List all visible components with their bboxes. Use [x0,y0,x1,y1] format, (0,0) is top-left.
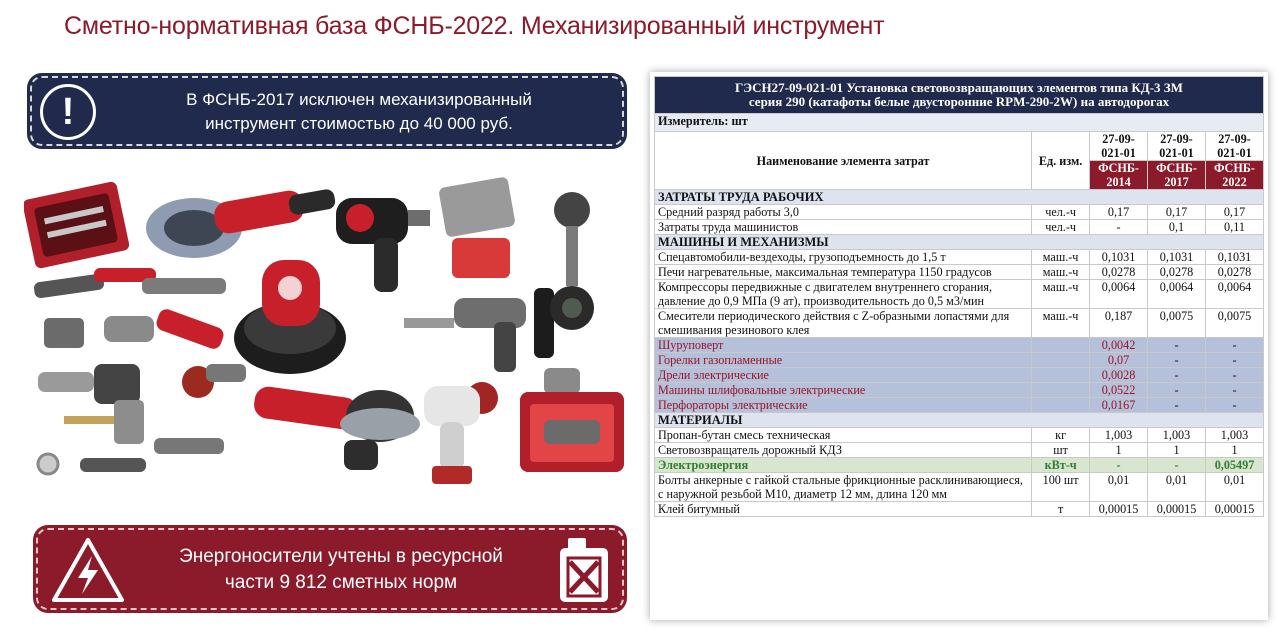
value-cell-2014: - [1090,458,1148,473]
unit-cell: маш.-ч [1032,280,1090,309]
cost-element-name: Смесители периодического действия с Z-образными лопастями для смешивания резинового клея [655,309,1032,338]
cost-element-name: Клей битумный [655,502,1032,517]
unit-cell [1032,398,1090,413]
cost-element-name: Средний разряд работы 3,0 [655,205,1032,220]
unit-cell: чел.-ч [1032,220,1090,235]
value-cell-2014: 0,0042 [1090,338,1148,353]
value-cell-2014: - [1090,220,1148,235]
unit-cell [1032,383,1090,398]
unit-cell: кВт-ч [1032,458,1090,473]
unit-cell: 100 шт [1032,473,1090,502]
excluded-tool-row [655,368,1264,383]
value-cell-2022: 0,0278 [1205,265,1263,280]
value-cell-2017: 0,01 [1148,473,1206,502]
unit-cell [1032,368,1090,383]
table-row [655,443,1264,458]
air-tools-left-icon [33,268,246,474]
code-b: 021-01 [1217,146,1252,160]
resource-table-body [655,190,1264,517]
cost-element-name: Машины шлифовальные электрические [655,383,1032,398]
cost-element-name: Спецавтомобили-вездеходы, грузоподъемность до 1,5 т [655,250,1032,265]
excluded-tool-row [655,353,1264,368]
value-cell-2014: 0,01 [1090,473,1148,502]
value-cell-2014: 0,17 [1090,205,1148,220]
col-code-2022 [1205,132,1263,161]
section-row [655,413,1264,428]
value-cell-2022: 0,17 [1205,205,1263,220]
unit-cell: маш.-ч [1032,309,1090,338]
measure-unit: Измеритель: шт [655,114,1264,132]
value-cell-2014: 0,187 [1090,309,1148,338]
exclamation-icon: ! [40,84,96,140]
energy-line-2: части 9 812 сметных норм [224,572,458,593]
cost-element-name: Перфораторы электрические [655,398,1032,413]
high-voltage-icon [52,536,124,604]
value-cell-2017: - [1148,353,1206,368]
value-cell-2022: 1 [1205,443,1263,458]
value-cell-2014: 0,00015 [1090,502,1148,517]
value-cell-2017: - [1148,398,1206,413]
value-cell-2017: 0,1031 [1148,250,1206,265]
value-cell-2014: 1,003 [1090,428,1148,443]
value-cell-2022: 0,05497 [1205,458,1263,473]
table-row [655,220,1264,235]
cost-element-name: Компрессоры передвижные с двигателем внутреннего сгорания, давление до 0,9 МПа (9 ат), производительность до 0,5 м3/мин [655,280,1032,309]
energy-box [36,528,624,610]
orbital-sander-icon [234,260,346,374]
value-cell-2017: 0,0075 [1148,309,1206,338]
section-title: ЗАТРАТЫ ТРУДА РАБОЧИХ [655,190,1264,205]
col-code-2014 [1090,132,1148,161]
resource-table [654,76,1264,517]
cost-element-name: Световозвращатель дорожный КДЗ [655,443,1032,458]
table-row [655,265,1264,280]
value-cell-2022: - [1205,338,1263,353]
table-row [655,280,1264,309]
notice-line-2: инструмент стоимостью до 40 000 руб. [205,114,513,133]
cost-element-name: Горелки газопламенные [655,353,1032,368]
value-cell-2022: - [1205,383,1263,398]
unit-cell: маш.-ч [1032,265,1090,280]
value-cell-2017: - [1148,368,1206,383]
version-b: 2017 [1164,175,1189,189]
value-cell-2022: 0,00015 [1205,502,1263,517]
value-cell-2014: 1 [1090,443,1148,458]
value-cell-2017: 0,0064 [1148,280,1206,309]
energy-text [134,544,548,596]
section-row [655,190,1264,205]
table-row [655,309,1264,338]
unit-cell: шт [1032,443,1090,458]
cordless-tool-icon [424,386,480,484]
cost-element-name: Пропан-бутан смесь техническая [655,428,1032,443]
notice-line-1: В ФСНБ-2017 исключен механизированный [186,90,532,109]
table-row [655,473,1264,502]
table-row [655,250,1264,265]
value-cell-2014: 0,0028 [1090,368,1148,383]
value-cell-2022: 0,01 [1205,473,1263,502]
col-code-2017 [1148,132,1206,161]
cost-element-name: Шуруповерт [655,338,1032,353]
value-cell-2014: 0,1031 [1090,250,1148,265]
norm-title [655,77,1264,114]
notice-box [30,76,624,146]
section-title: МАТЕРИАЛЫ [655,413,1264,428]
unit-cell [1032,338,1090,353]
col-version-2022 [1205,161,1263,190]
red-tool-case-icon [520,392,624,472]
col-unit-header: Ед. изм. [1032,132,1090,190]
socket-set-icon [438,176,590,286]
tool-case-icon [24,181,130,269]
value-cell-2017: 1,003 [1148,428,1206,443]
value-cell-2014: 0,0522 [1090,383,1148,398]
cost-element-name: Затраты труда машинистов [655,220,1032,235]
code-a: 27-09- [1218,132,1251,146]
resource-table-panel [650,72,1268,620]
value-cell-2014: 0,0167 [1090,398,1148,413]
table-row [655,205,1264,220]
slide-title: Сметно-нормативная база ФСНБ-2022. Механизированный инструмент [64,12,885,40]
unit-cell: маш.-ч [1032,250,1090,265]
value-cell-2017: 0,00015 [1148,502,1206,517]
code-b: 021-01 [1159,146,1194,160]
value-cell-2017: - [1148,338,1206,353]
code-b: 021-01 [1101,146,1136,160]
unit-cell: т [1032,502,1090,517]
section-row [655,235,1264,250]
code-a: 27-09- [1160,132,1193,146]
version-b: 2014 [1106,175,1131,189]
value-cell-2022: 0,0075 [1205,309,1263,338]
cost-element-name: Печи нагревательные, максимальная температура 1150 градусов [655,265,1032,280]
section-title: МАШИНЫ И МЕХАНИЗМЫ [655,235,1264,250]
electricity-row [655,458,1264,473]
value-cell-2022: - [1205,368,1263,383]
value-cell-2014: 0,0064 [1090,280,1148,309]
version-a: ФСНБ- [1156,161,1197,175]
value-cell-2017: 0,0278 [1148,265,1206,280]
cost-element-name: Дрели электрические [655,368,1032,383]
value-cell-2017: - [1148,383,1206,398]
value-cell-2014: 0,0278 [1090,265,1148,280]
excluded-tool-row [655,383,1264,398]
value-cell-2022: 0,1031 [1205,250,1263,265]
table-row [655,502,1264,517]
value-cell-2017: - [1148,458,1206,473]
angle-grinder-icon [146,188,336,258]
value-cell-2022: 1,003 [1205,428,1263,443]
tools-illustration [24,168,630,488]
fuel-canister-icon [556,534,612,604]
col-name-header: Наименование элемента затрат [655,132,1032,190]
cost-element-name: Электроэнергия [655,458,1032,473]
excluded-tool-row [655,398,1264,413]
notice-text [112,88,606,136]
impact-wrench-icon [336,198,430,292]
value-cell-2017: 0,17 [1148,205,1206,220]
version-a: ФСНБ- [1214,161,1255,175]
col-version-2014 [1090,161,1148,190]
version-b: 2022 [1222,175,1247,189]
norm-title-line-1: ГЭСН27-09-021-01 Установка световозвращающих элементов типа КД-3 ЗМ [735,80,1183,95]
value-cell-2017: 0,1 [1148,220,1206,235]
unit-cell [1032,353,1090,368]
cost-element-name: Болты анкерные с гайкой стальные фрикционные расклинивающиеся, с наружной резьбой М10, диаметр 12 мм, длина 120 мм [655,473,1032,502]
version-a: ФСНБ- [1098,161,1139,175]
table-row [655,428,1264,443]
energy-line-1: Энергоносители учтены в ресурсной [179,546,503,567]
code-a: 27-09- [1102,132,1135,146]
red-grinder-icon [252,385,420,470]
value-cell-2017: 1 [1148,443,1206,458]
excluded-tool-row [655,338,1264,353]
value-cell-2022: 0,11 [1205,220,1263,235]
value-cell-2022: 0,0064 [1205,280,1263,309]
col-version-2017 [1148,161,1206,190]
unit-cell: чел.-ч [1032,205,1090,220]
value-cell-2014: 0,07 [1090,353,1148,368]
value-cell-2022: - [1205,398,1263,413]
norm-title-line-2: серия 290 (катафоты белые двусторонние RPM-290-2W) на автодорогах [748,94,1170,109]
value-cell-2022: - [1205,353,1263,368]
unit-cell: кг [1032,428,1090,443]
